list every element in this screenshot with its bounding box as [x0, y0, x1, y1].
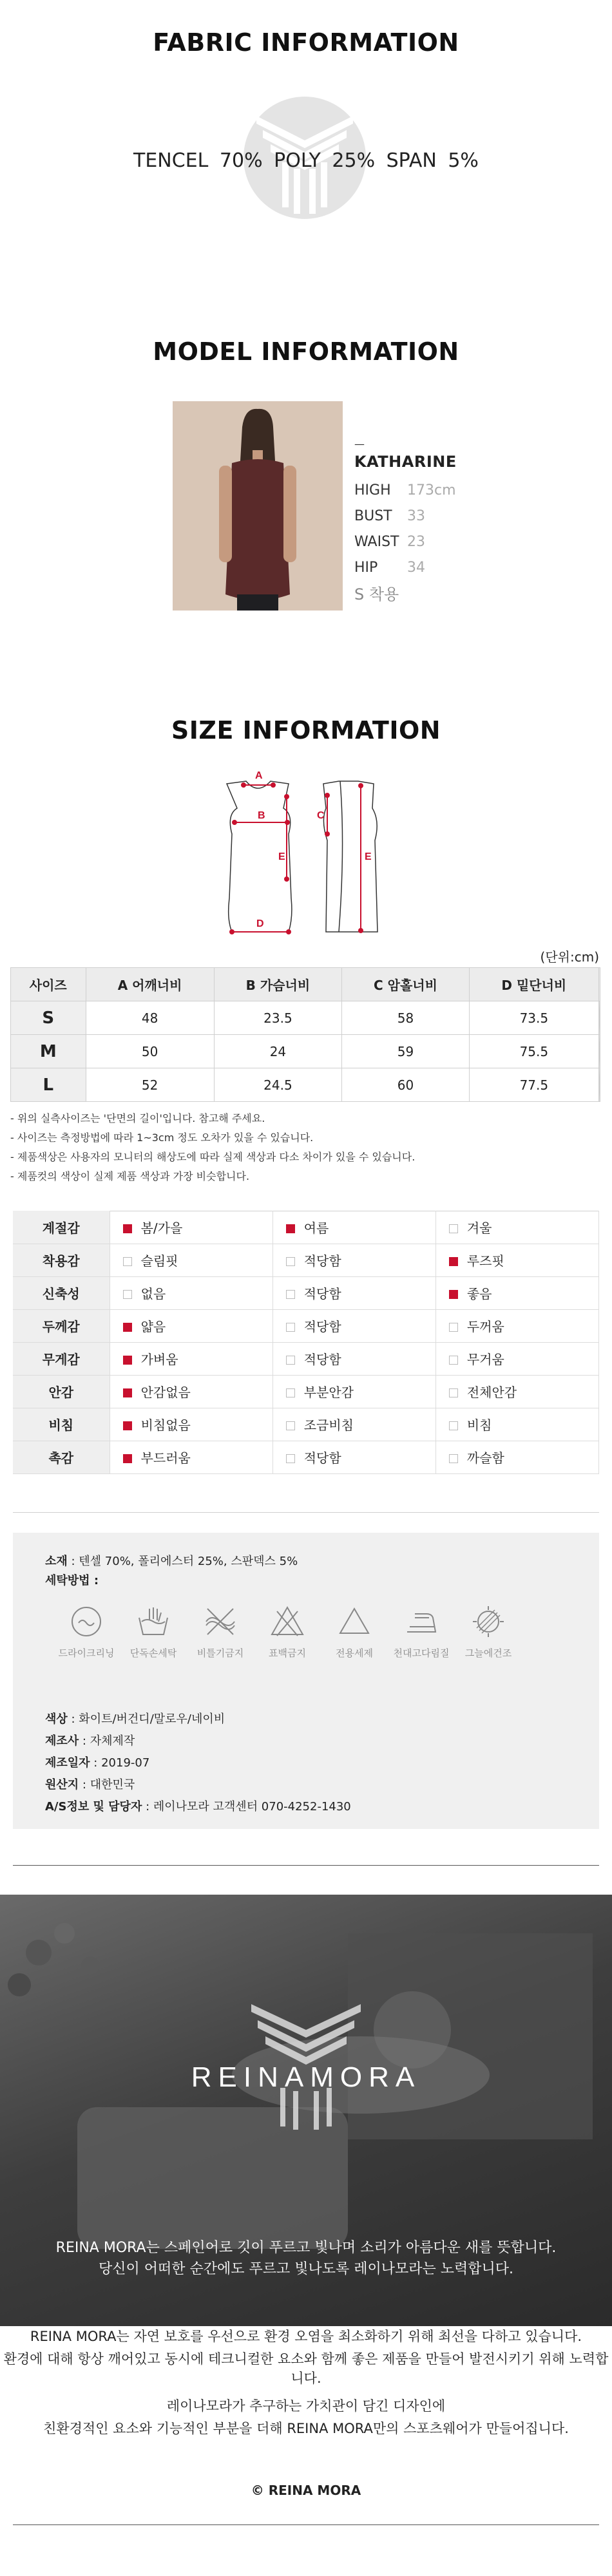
attribute-option: [273, 1375, 435, 1408]
checked-box-icon: [123, 1323, 132, 1332]
attribute-option-label: 얇음: [140, 1319, 166, 1334]
attribute-option-label: 적당함: [303, 1286, 341, 1302]
model-title: MODEL INFORMATION: [153, 337, 459, 366]
care-item: 드라이크리닝: [53, 1604, 120, 1660]
size-unit: (단위:cm): [540, 949, 599, 965]
attribute-option-label: 여름: [303, 1220, 329, 1236]
iron-icon: [403, 1604, 439, 1640]
attribute-option-label: 부분안감: [303, 1385, 354, 1400]
model-photo: [173, 401, 343, 611]
unchecked-box-icon: [286, 1421, 295, 1430]
care-item: 천대고다림질: [388, 1604, 455, 1660]
note: - 위의 실측사이즈는 '단면의 길이'입니다. 참고해 주세요.: [10, 1112, 265, 1124]
attribute-option: [435, 1375, 598, 1408]
unchecked-box-icon: [449, 1356, 458, 1365]
attribute-option: [110, 1309, 273, 1342]
attribute-option: [273, 1342, 435, 1375]
unchecked-box-icon: [449, 1323, 458, 1332]
cell-empty: [598, 1035, 600, 1068]
attribute-option: [435, 1342, 598, 1375]
product-info-panel: [13, 1533, 599, 1829]
brand-para-1a: REINA MORA는 자연 보호를 우선으로 환경 오염을 최소화하기 위해 최선을 다하고 있습니다.: [30, 2329, 582, 2344]
attribute-option-label: 안감없음: [140, 1385, 191, 1400]
copyright: © REINA MORA: [251, 2483, 361, 2498]
attribute-option: [273, 1244, 435, 1276]
material-line: 소재 : 텐셀 70%, 폴리에스터 25%, 스판덱스 5%: [45, 1555, 298, 1568]
attribute-option: [273, 1408, 435, 1441]
attribute-option: [273, 1309, 435, 1342]
attribute-option-label: 가벼움: [140, 1352, 178, 1367]
care-item: 단독손세탁: [120, 1604, 187, 1660]
table-row: [13, 1276, 599, 1309]
info-origin: 원산지 : 대한민국: [45, 1778, 135, 1792]
attribute-option-label: 좋음: [466, 1286, 492, 1302]
size-title: SIZE INFORMATION: [171, 716, 441, 744]
checked-box-icon: [449, 1290, 458, 1299]
info-as: A/S정보 및 담당자 : 레이나모라 고객센터 070-4252-1430: [45, 1800, 351, 1814]
unchecked-box-icon: [449, 1224, 458, 1233]
model-name: KATHARINE: [354, 453, 457, 471]
cell: 75.5: [469, 1035, 598, 1068]
table-row: [13, 1375, 599, 1408]
diagram-label-c: C: [317, 810, 325, 821]
attribute-label: 비침: [13, 1408, 110, 1441]
attribute-option-label: 적당함: [303, 1450, 341, 1466]
attribute-option: [435, 1408, 598, 1441]
header-a: A 어깨너비: [86, 968, 214, 1001]
attribute-option: [110, 1408, 273, 1441]
care-item: 비틀기금지: [187, 1604, 254, 1660]
cell-empty: [598, 1001, 600, 1035]
attribute-label: 촉감: [13, 1441, 110, 1473]
model-stat-waist: WAIST 23: [354, 533, 425, 550]
cell: 73.5: [469, 1001, 598, 1035]
fabric-composition: TENCEL 70% POLY 25% SPAN 5%: [133, 149, 479, 172]
attribute-option-label: 조금비침: [303, 1417, 354, 1433]
header-d: D 밑단너비: [469, 968, 598, 1001]
attribute-option: [110, 1342, 273, 1375]
info-date: 제조일자 : 2019-07: [45, 1756, 150, 1770]
diagram-label-e1: E: [278, 851, 285, 862]
table-row: [13, 1211, 599, 1244]
brand-wordmark: REINAMORA: [191, 2061, 421, 2093]
attribute-label: 계절감: [13, 1211, 110, 1244]
brand-para-2b: 친환경적인 요소와 기능적인 부분을 더해 REINA MORA만의 스포츠웨어가 만들어집니다.: [43, 2421, 569, 2436]
cell: 59: [342, 1035, 469, 1068]
no-bleach-icon: [269, 1604, 305, 1640]
table-row: [13, 1408, 599, 1441]
attribute-option: [273, 1276, 435, 1309]
table-row: [13, 1309, 599, 1342]
shade-dry-icon: [470, 1604, 506, 1640]
attribute-option: [435, 1309, 598, 1342]
unchecked-box-icon: [449, 1454, 458, 1463]
attribute-option: [273, 1211, 435, 1244]
header-b: B 가슴너비: [214, 968, 342, 1001]
unchecked-box-icon: [286, 1388, 295, 1397]
care-icons: [53, 1604, 522, 1660]
attribute-table: [13, 1211, 599, 1474]
table-row: [13, 1244, 599, 1276]
model-stat-hip: HIP 34: [354, 559, 425, 576]
attribute-option-label: 비침없음: [140, 1417, 191, 1433]
note: - 사이즈는 측정방법에 따라 1~3cm 정도 오차가 있을 수 있습니다.: [10, 1132, 314, 1144]
checked-box-icon: [123, 1421, 132, 1430]
attribute-option: [110, 1276, 273, 1309]
attribute-option-label: 두꺼움: [466, 1319, 504, 1334]
attribute-option: [110, 1211, 273, 1244]
unchecked-box-icon: [286, 1323, 295, 1332]
unchecked-box-icon: [286, 1454, 295, 1463]
attribute-label: 안감: [13, 1375, 110, 1408]
table-row: [11, 1035, 600, 1068]
cell: 24: [214, 1035, 342, 1068]
attribute-label: 무게감: [13, 1342, 110, 1375]
brand-para-2a: 레이나모라가 추구하는 가치관이 담긴 디자인에: [166, 2398, 446, 2414]
attribute-option-label: 비침: [466, 1417, 492, 1433]
note: - 제품컷의 색상이 실제 제품 색상과 가장 비슷합니다.: [10, 1170, 250, 1182]
attribute-option: [435, 1244, 598, 1276]
model-info: [354, 438, 457, 604]
cell: 77.5: [469, 1068, 598, 1102]
checked-box-icon: [449, 1257, 458, 1266]
attribute-option: [435, 1211, 598, 1244]
cell: 48: [86, 1001, 214, 1035]
no-wring-icon: [202, 1604, 238, 1640]
cell: 60: [342, 1068, 469, 1102]
unchecked-box-icon: [123, 1290, 132, 1299]
attribute-option-label: 무거움: [466, 1352, 504, 1367]
attribute-option: [435, 1276, 598, 1309]
unchecked-box-icon: [286, 1356, 295, 1365]
row-label: L: [11, 1068, 86, 1102]
checked-box-icon: [286, 1224, 295, 1233]
cell: 50: [86, 1035, 214, 1068]
unchecked-box-icon: [286, 1257, 295, 1266]
cell: 52: [86, 1068, 214, 1102]
row-label: M: [11, 1035, 86, 1068]
size-table: [10, 967, 600, 1102]
unchecked-box-icon: [449, 1388, 458, 1397]
header-empty: [598, 968, 600, 1001]
cell: 23.5: [214, 1001, 342, 1035]
care-item: 전용세제: [321, 1604, 388, 1660]
brand-line-2: 당신이 어떠한 순간에도 푸르고 빛나도록 레이나모라는 노력합니다.: [98, 2261, 513, 2277]
care-item: 그늘에건조: [455, 1604, 522, 1660]
attribute-option-label: 적당함: [303, 1319, 341, 1334]
cell-empty: [598, 1068, 600, 1102]
neutral-detergent-icon: [336, 1604, 372, 1640]
diagram-label-e2: E: [365, 851, 372, 862]
checked-box-icon: [123, 1388, 132, 1397]
info-maker: 제조사 : 자체제작: [45, 1734, 135, 1748]
wash-label: 세탁방법 :: [45, 1574, 99, 1587]
unchecked-box-icon: [123, 1257, 132, 1266]
hand-wash-icon: [135, 1604, 171, 1640]
model-wear-size: S 착용: [354, 585, 399, 603]
attribute-option: [435, 1441, 598, 1473]
attribute-option-label: 부드러움: [140, 1450, 191, 1466]
attribute-option-label: 루즈핏: [466, 1253, 504, 1269]
attribute-option-label: 없음: [140, 1286, 166, 1302]
checked-box-icon: [123, 1356, 132, 1365]
header-c: C 암홀너비: [342, 968, 469, 1001]
cell: 58: [342, 1001, 469, 1035]
checked-box-icon: [123, 1454, 132, 1463]
brand-para-1b: 환경에 대해 항상 깨어있고 동시에 테크니컬한 요소와 함께 좋은 제품을 만들어 발전시키기 위해 노력합니다.: [3, 2351, 609, 2386]
table-row: [11, 1001, 600, 1035]
size-table-header: [11, 968, 600, 1001]
attribute-option-label: 슬림핏: [140, 1253, 178, 1269]
fabric-title: FABRIC INFORMATION: [153, 28, 459, 57]
brand-line-1: REINA MORA는 스페인어로 깃이 푸르고 빛나며 소리가 아름다운 새를 뜻합니다.: [55, 2240, 557, 2256]
care-item: 표백금지: [254, 1604, 321, 1660]
attribute-label: 신축성: [13, 1276, 110, 1309]
attribute-option: [110, 1244, 273, 1276]
attribute-option-label: 적당함: [303, 1352, 341, 1367]
attribute-option-label: 겨울: [466, 1220, 492, 1236]
note: - 제품색상은 사용자의 모니터의 해상도에 따라 실제 색상과 다소 차이가 있을 수 있습니다.: [10, 1151, 416, 1163]
attribute-option: [110, 1441, 273, 1473]
unchecked-box-icon: [286, 1290, 295, 1299]
size-notes: [10, 1109, 415, 1186]
attribute-option-label: 까슬함: [466, 1450, 504, 1466]
diagram-label-d: D: [256, 918, 264, 929]
info-color: 색상 : 화이트/버건디/말로우/네이비: [45, 1712, 225, 1726]
table-row: [13, 1441, 599, 1473]
table-row: [11, 1068, 600, 1102]
diagram-label-a: A: [255, 770, 263, 781]
checked-box-icon: [123, 1224, 132, 1233]
attribute-option-label: 봄/가을: [140, 1220, 183, 1236]
table-row: [13, 1342, 599, 1375]
model-dash: —: [354, 438, 365, 450]
unchecked-box-icon: [449, 1421, 458, 1430]
attribute-label: 착용감: [13, 1244, 110, 1276]
attribute-option: [110, 1375, 273, 1408]
diagram-label-b: B: [258, 810, 265, 821]
model-stat-height: HIGH 173cm: [354, 482, 456, 498]
size-diagram: [213, 770, 399, 950]
dry-clean-icon: [68, 1604, 104, 1640]
cell: 24.5: [214, 1068, 342, 1102]
attribute-option-label: 적당함: [303, 1253, 341, 1269]
attribute-option-label: 전체안감: [466, 1385, 517, 1400]
model-stat-bust: BUST 33: [354, 507, 425, 524]
header-size: 사이즈: [11, 968, 86, 1001]
attribute-option: [273, 1441, 435, 1473]
attribute-label: 두께감: [13, 1309, 110, 1342]
row-label: S: [11, 1001, 86, 1035]
